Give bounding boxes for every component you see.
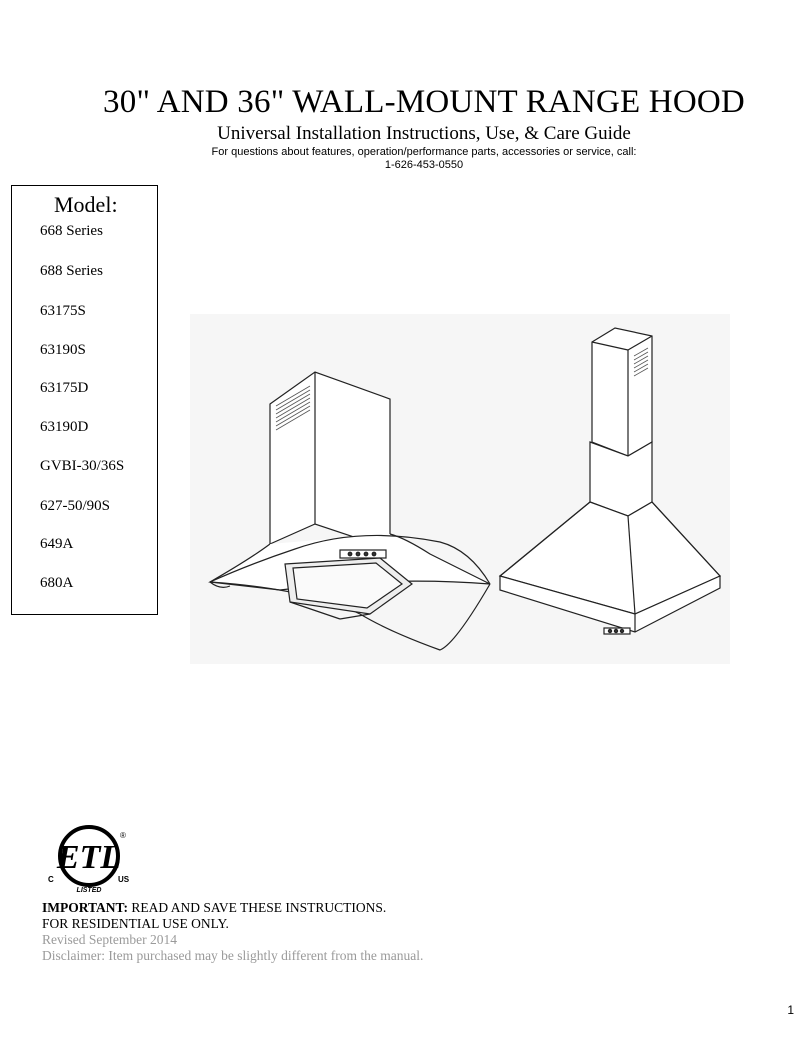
etl-text: ETL <box>56 839 122 876</box>
contact-phone: 1-626-453-0550 <box>384 159 464 171</box>
model-item: 668 Series <box>40 223 103 239</box>
residential-note: FOR RESIDENTIAL USE ONLY. <box>42 916 229 931</box>
page-title: 30" AND 36" WALL-MOUNT RANGE HOOD <box>103 84 745 120</box>
model-item: 627-50/90S <box>40 498 111 514</box>
page-number: 1 <box>787 1003 794 1017</box>
model-heading: Model: <box>54 192 118 217</box>
model-item: 63175D <box>40 380 89 396</box>
model-item: GVBI-30/36S <box>40 458 125 474</box>
etl-c-mark: C <box>48 875 54 884</box>
model-list-box <box>11 185 158 615</box>
etl-listed-text: LISTED <box>76 887 102 894</box>
important-note <box>42 900 423 916</box>
model-item: 680A <box>40 575 74 591</box>
model-item: 63175S <box>40 303 86 319</box>
registered-mark: ® <box>120 831 126 840</box>
notes-block <box>42 900 423 964</box>
disclaimer: Disclaimer: Item purchased may be slightly different from the manual. <box>42 948 424 963</box>
important-label: IMPORTANT: <box>42 900 129 915</box>
important-text: READ AND SAVE THESE INSTRUCTIONS. <box>128 900 387 915</box>
model-item: 688 Series <box>40 263 103 279</box>
model-item: 63190S <box>40 342 86 358</box>
contact-info <box>0 146 808 172</box>
etl-listed-logo <box>46 824 132 894</box>
page-subtitle: Universal Installation Instructions, Use, & Care Guide <box>217 123 631 144</box>
revision-date: Revised September 2014 <box>42 932 177 947</box>
contact-line: For questions about features, operation/performance parts, accessories or service, call: <box>211 146 637 158</box>
range-hood-illustration <box>190 314 730 664</box>
model-item: 649A <box>40 536 74 552</box>
model-item: 63190D <box>40 419 89 435</box>
etl-us-mark: US <box>118 875 130 884</box>
